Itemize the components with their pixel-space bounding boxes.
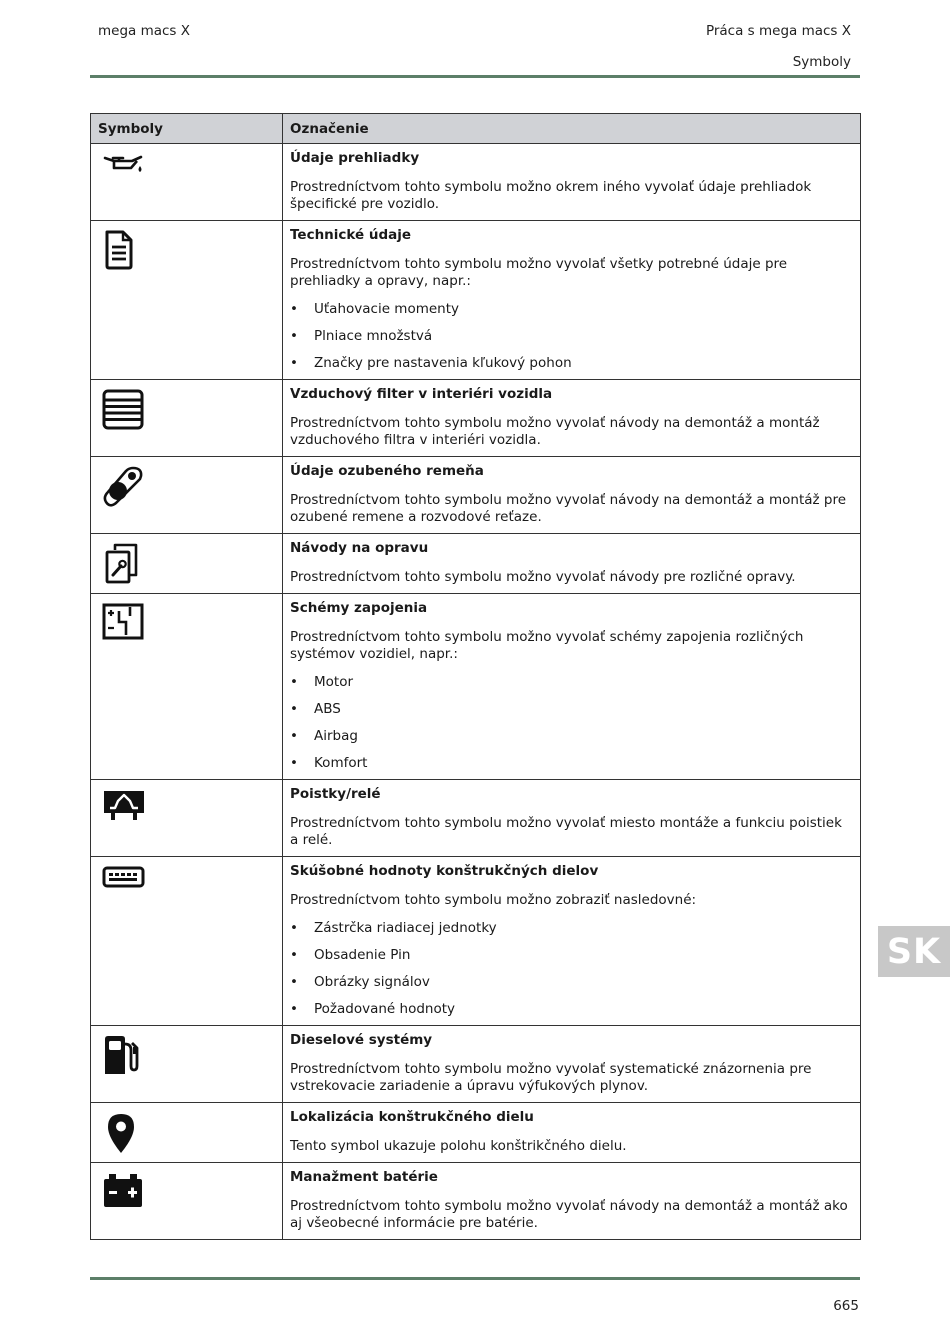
symbol-title: Návody na opravu (290, 540, 429, 556)
symbol-title: Dieselové systémy (290, 1032, 433, 1048)
symbol-title: Manažment batérie (290, 1169, 438, 1185)
symbol-description: Prostredníctvom tohto symbolu možno vyvolať návody na demontáž a montáž pre ozubené remene a rozvodové reťaze. (290, 492, 847, 525)
list-item: • Obsadenie Pin (290, 947, 852, 964)
symbol-cell (91, 1163, 283, 1240)
header-section-title: Symboly (792, 54, 851, 70)
label-cell (283, 380, 861, 457)
bullet-list (290, 920, 852, 1018)
symbol-cell (91, 594, 283, 780)
symbol-description: Prostredníctvom tohto symbolu možno vyvolať návody na demontáž a montáž vzduchového filtra v interiéri vozidla. (290, 415, 820, 448)
list-item: • Plniace množstvá (290, 328, 852, 345)
symbol-description: Prostredníctvom tohto symbolu možno vyvolať schémy zapojenia rozličných systémov vozidiel, napr.: (290, 629, 804, 662)
oil-can-icon (102, 152, 282, 176)
table-row (91, 1026, 861, 1103)
symbol-description: Prostredníctvom tohto symbolu možno vyvolať miesto montáže a funkciu poistiek a relé. (290, 815, 842, 848)
symbol-title: Údaje ozubeného remeňa (290, 463, 484, 479)
symbol-title: Poistky/relé (290, 786, 381, 802)
footer-divider (90, 1277, 860, 1280)
list-item: • Motor (290, 674, 852, 691)
symbol-cell (91, 857, 283, 1026)
label-cell (283, 780, 861, 857)
symbol-cell (91, 221, 283, 380)
header-divider (90, 75, 860, 78)
symbol-cell (91, 457, 283, 534)
wiring-diagram-icon (102, 602, 282, 642)
table-row (91, 457, 861, 534)
bullet-list (290, 301, 852, 372)
table-row (91, 1103, 861, 1163)
list-item: • Zástrčka riadiacej jednotky (290, 920, 852, 937)
symbol-description: Prostredníctvom tohto symbolu možno vyvolať návody pre rozličné opravy. (290, 569, 796, 585)
symbol-title: Schémy zapojenia (290, 600, 428, 616)
label-cell (283, 1163, 861, 1240)
column-header-label: Označenie (283, 114, 861, 144)
label-cell (283, 534, 861, 594)
label-cell (283, 221, 861, 380)
air-filter-icon (102, 388, 282, 432)
timing-belt-icon (102, 465, 282, 509)
symbol-title: Technické údaje (290, 227, 412, 243)
label-cell (283, 857, 861, 1026)
table-row (91, 221, 861, 380)
header-manual-title: mega macs X (98, 23, 191, 39)
battery-icon (102, 1171, 282, 1211)
table-row (91, 1163, 861, 1240)
list-item: • Airbag (290, 728, 852, 745)
label-cell (283, 1026, 861, 1103)
label-cell (283, 1103, 861, 1163)
table-row (91, 780, 861, 857)
symbol-title: Údaje prehliadky (290, 150, 420, 166)
symbol-description: Tento symbol ukazuje polohu konštrikčného dielu. (290, 1138, 627, 1154)
list-item: • Obrázky signálov (290, 974, 852, 991)
header-chapter-title: Práca s mega macs X (705, 23, 851, 39)
label-cell (283, 144, 861, 221)
symbol-cell (91, 534, 283, 594)
symbol-title: Lokalizácia konštrukčného dielu (290, 1109, 534, 1125)
symbol-description: Prostredníctvom tohto symbolu možno vyvolať všetky potrebné údaje pre prehliadky a opravy, napr.: (290, 256, 788, 289)
location-pin-icon (102, 1111, 282, 1155)
table-row (91, 857, 861, 1026)
list-item: • Značky pre nastavenia kľukový pohon (290, 355, 852, 372)
symbol-cell (91, 1103, 283, 1163)
list-item: • ABS (290, 701, 852, 718)
symbol-cell (91, 1026, 283, 1103)
fuse-relay-icon (102, 788, 282, 824)
page-number: 665 (833, 1298, 859, 1314)
table-row (91, 594, 861, 780)
table-header-row (91, 114, 861, 144)
list-item: • Požadované hodnoty (290, 1001, 852, 1018)
symbols-table (90, 113, 861, 1240)
symbol-cell (91, 380, 283, 457)
connector-icon (102, 865, 282, 893)
symbol-title: Vzduchový filter v interiéri vozidla (290, 386, 553, 402)
table-row (91, 380, 861, 457)
symbol-title: Skúšobné hodnoty konštrukčných dielov (290, 863, 599, 879)
symbol-description: Prostredníctvom tohto symbolu možno zobraziť nasledovné: (290, 892, 697, 908)
symbol-description: Prostredníctvom tohto symbolu možno vyvolať návody na demontáž a montáž ako aj všeobecné informácie pre batérie. (290, 1198, 848, 1231)
document-icon (102, 229, 282, 271)
list-item: • Uťahovacie momenty (290, 301, 852, 318)
symbol-description: Prostredníctvom tohto symbolu možno vyvolať systematické znázornenia pre vstrekovacie zariadenie a úpravu výfukových plynov. (290, 1061, 812, 1094)
bullet-list (290, 674, 852, 772)
repair-manual-icon (102, 542, 282, 586)
table-row (91, 144, 861, 221)
label-cell (283, 457, 861, 534)
label-cell (283, 594, 861, 780)
language-tab: SK (878, 926, 950, 977)
symbol-cell (91, 780, 283, 857)
list-item: • Komfort (290, 755, 852, 772)
table-row (91, 534, 861, 594)
column-header-symbols: Symboly (91, 114, 283, 144)
fuel-pump-icon (102, 1034, 282, 1078)
symbol-cell (91, 144, 283, 221)
symbol-description: Prostredníctvom tohto symbolu možno okrem iného vyvolať údaje prehliadok špecifické pre vozidlo. (290, 179, 812, 212)
